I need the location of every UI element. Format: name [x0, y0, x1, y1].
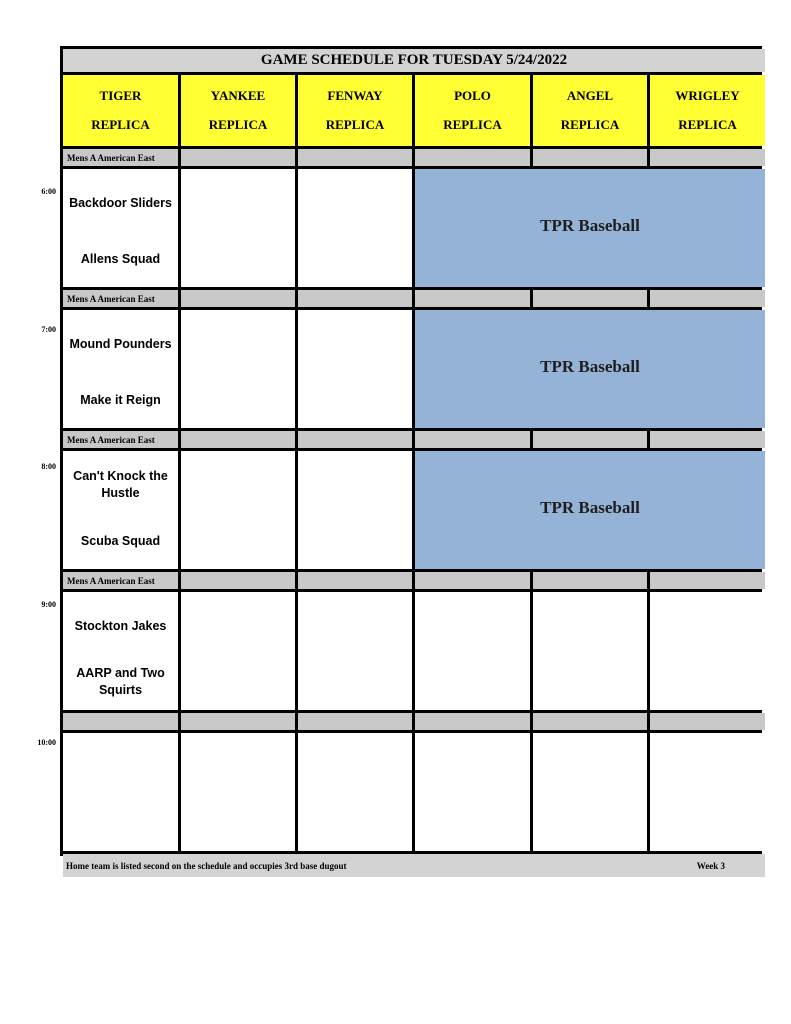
empty-cell: [181, 169, 295, 287]
empty-cell: [650, 592, 765, 710]
division-label: Mens A American East: [63, 149, 178, 166]
empty-cell: [181, 310, 295, 428]
field-header-tiger: [63, 75, 178, 146]
empty-cell: [298, 733, 412, 851]
field-type: REPLICA: [560, 117, 620, 132]
home-team: Scuba Squad: [80, 533, 161, 548]
division-strip: [181, 572, 295, 589]
division-strip: [298, 431, 412, 448]
division-strip: [533, 290, 647, 307]
schedule-table: [60, 46, 762, 871]
division-label: Mens A American East: [63, 572, 178, 589]
empty-cell: [181, 733, 295, 851]
game-cell: [63, 310, 178, 428]
empty-cell: [298, 169, 412, 287]
empty-cell: [533, 592, 647, 710]
time-label-9: 9:00: [41, 600, 56, 609]
division-strip: [415, 149, 530, 166]
empty-cell: [415, 733, 530, 851]
division-strip: [415, 290, 530, 307]
field-header-angel: [533, 75, 647, 146]
empty-cell: [533, 733, 647, 851]
game-cell: [63, 592, 178, 710]
field-type: REPLICA: [208, 117, 268, 132]
game-cell: [63, 451, 178, 569]
division-strip: [181, 431, 295, 448]
division-strip: [650, 431, 765, 448]
time-label-10: 10:00: [37, 738, 56, 747]
division-strip: [415, 572, 530, 589]
division-strip: [650, 149, 765, 166]
division-strip: [533, 713, 647, 730]
reserved-block: TPR Baseball: [415, 169, 765, 287]
division-strip: [63, 713, 178, 730]
division-strip: [415, 713, 530, 730]
division-strip: [650, 572, 765, 589]
division-strip: [533, 431, 647, 448]
division-label: Mens A American East: [63, 431, 178, 448]
division-strip: [181, 713, 295, 730]
empty-cell: [181, 592, 295, 710]
week-label: Week 3: [696, 860, 725, 871]
field-name: ANGEL: [566, 88, 614, 103]
away-team: Backdoor Sliders: [69, 195, 172, 210]
schedule-footer: [63, 854, 765, 877]
empty-cell: [650, 733, 765, 851]
away-team: Can't Knock the Hustle: [73, 469, 168, 500]
field-type: REPLICA: [325, 117, 385, 132]
away-team: Stockton Jakes: [74, 618, 167, 633]
empty-cell: [298, 592, 412, 710]
field-name: WRIGLEY: [675, 88, 740, 103]
reserved-block: TPR Baseball: [415, 310, 765, 428]
field-header-fenway: [298, 75, 412, 146]
division-strip: [650, 713, 765, 730]
field-header-wrigley: [650, 75, 765, 146]
division-strip: [415, 431, 530, 448]
home-team: Allens Squad: [80, 251, 161, 266]
home-team: Make it Reign: [80, 392, 161, 407]
reserved-block: TPR Baseball: [415, 451, 765, 569]
home-team: AARP and Two Squirts: [76, 666, 165, 697]
field-header-yankee: [181, 75, 295, 146]
division-strip: [298, 149, 412, 166]
game-cell: [63, 169, 178, 287]
division-strip: [298, 572, 412, 589]
division-strip: [533, 149, 647, 166]
field-header-polo: [415, 75, 530, 146]
field-type: REPLICA: [443, 117, 502, 132]
empty-cell: [298, 310, 412, 428]
time-label-7: 7:00: [41, 325, 56, 334]
field-name: TIGER: [99, 88, 142, 103]
field-type: REPLICA: [678, 117, 737, 132]
division-strip: [298, 290, 412, 307]
empty-cell: [415, 592, 530, 710]
schedule-title: GAME SCHEDULE FOR TUESDAY 5/24/2022: [63, 49, 765, 72]
time-label-6: 6:00: [41, 187, 56, 196]
field-name: YANKEE: [210, 88, 266, 103]
division-strip: [650, 290, 765, 307]
field-type: REPLICA: [91, 117, 150, 132]
field-name: POLO: [454, 88, 491, 103]
away-team: Mound Pounders: [69, 336, 172, 351]
division-strip: [533, 572, 647, 589]
empty-cell: [63, 733, 178, 851]
home-team-note: Home team is listed second on the schedule and occupies 3rd base dugout: [66, 860, 347, 871]
division-strip: [181, 149, 295, 166]
time-label-8: 8:00: [41, 462, 56, 471]
division-label: Mens A American East: [63, 290, 178, 307]
empty-cell: [298, 451, 412, 569]
field-name: FENWAY: [327, 88, 383, 103]
empty-cell: [181, 451, 295, 569]
division-strip: [298, 713, 412, 730]
division-strip: [181, 290, 295, 307]
